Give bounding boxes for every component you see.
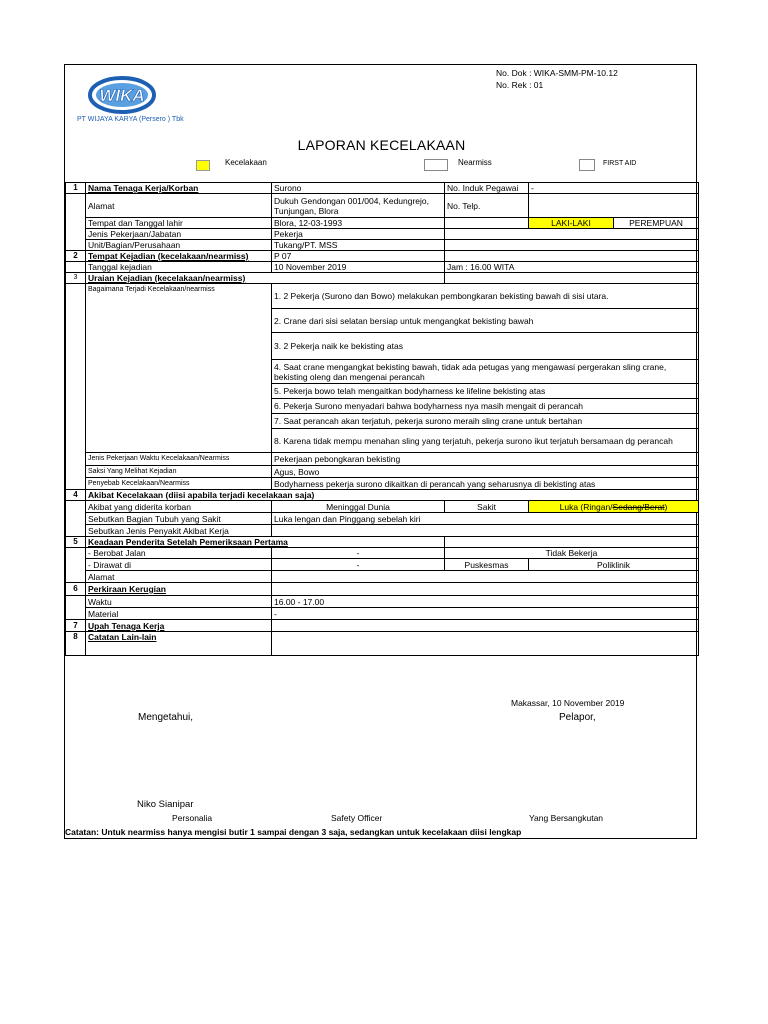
place-label: Tempat Kejadian (kecelakaan/nearmiss)	[86, 251, 272, 262]
job-value: Pekerja	[272, 229, 445, 240]
time-value: Jam : 16.00 WITA	[445, 262, 699, 273]
step-8: 8. Karena tidak mempu menahan sling yang terjatuh, pekerja surono ikut terjatuh bersamaan dg perancah	[272, 429, 699, 453]
wage-label: Upah Tenaga Kerja	[86, 620, 272, 632]
unit-label: Unit/Bagian/Perusahaan	[86, 240, 272, 251]
revision-number: No. Rek : 01	[496, 80, 544, 90]
section-number: 4	[66, 490, 86, 501]
birth-label: Tempat dan Tanggal lahir	[86, 218, 272, 229]
worker-name-value: Surono	[272, 183, 445, 194]
role-personalia: Personalia	[172, 813, 213, 823]
injury-suffix: )	[664, 501, 668, 512]
birth-value: Blora, 12-03-1993	[272, 218, 445, 229]
address-value: Dukuh Gendongan 001/004, Kedungrejo, Tunjungan, Blora	[272, 194, 445, 218]
step-4: 4. Saat crane mengangkat bekisting bawah, tidak ada petugas yang mengawasi pergerakan sling crane, bekisting oleng dan mengenai perancah	[272, 360, 699, 384]
worker-name-label: Nama Tenaga Kerja/Korban	[86, 183, 272, 194]
result-label: Akibat yang diderita korban	[86, 501, 272, 513]
material-label: Material	[86, 608, 272, 620]
employee-id-label: No. Induk Pegawai	[445, 183, 529, 194]
section-number: 7	[66, 620, 86, 632]
signer-name: Niko Sianipar	[137, 799, 194, 810]
work-type-label: Jenis Pekerjaan Waktu Kecelakaan/Nearmiss	[86, 453, 272, 466]
consequence-label: Akibat Kecelakaan (diisi apabila terjadi kecelakaan saja)	[86, 490, 699, 501]
material-value: -	[272, 608, 699, 620]
dead-option[interactable]: Meninggal Dunia	[272, 501, 445, 513]
phone-label: No. Telp.	[445, 194, 529, 218]
outpatient-label: - Berobat Jalan	[86, 548, 272, 559]
step-2: 2. Crane dari sisi selatan bersiap untuk mengangkat bekisting bawah	[272, 309, 699, 333]
injury-prefix: Luka (Ringan/	[559, 501, 613, 512]
treated-value: -	[272, 559, 445, 571]
female-option[interactable]: PEREMPUAN	[614, 218, 699, 229]
accident-label: Kecelakaan	[225, 158, 267, 167]
address-label: Alamat	[86, 194, 272, 218]
job-label: Jenis Pekerjaan/Jabatan	[86, 229, 272, 240]
treated-label: - Dirawat di	[86, 559, 272, 571]
section-number: 8	[66, 632, 86, 656]
date-label: Tanggal kejadian	[86, 262, 272, 273]
sick-option[interactable]: Sakit	[445, 501, 529, 513]
witness-label: Saksi Yang Melihat Kejadian	[86, 466, 272, 478]
puskesmas-option[interactable]: Puskesmas	[445, 559, 529, 571]
injury-struck: Sedang/Berat	[612, 501, 665, 512]
cause-label: Penyebab Kecelakaan/Nearmiss	[86, 478, 272, 490]
male-option[interactable]: LAKI-LAKI	[529, 218, 614, 229]
nearmiss-label: Nearmiss	[458, 158, 492, 167]
employee-id-value: -	[529, 183, 699, 194]
how-label: Bagaimana Terjadi Kecelakaan/nearmiss	[86, 284, 272, 453]
first-aid-checkbox[interactable]	[579, 159, 595, 171]
report-title: LAPORAN KECELAKAAN	[297, 137, 466, 153]
step-7: 7. Saat perancah akan terjatuh, pekerja surono meraih sling crane untuk bertahan	[272, 414, 699, 429]
role-safety-officer: Safety Officer	[331, 813, 383, 823]
accident-report-form	[64, 64, 697, 839]
work-type-value: Pekerjaan pebongkaran bekisting	[272, 453, 699, 466]
report-table	[65, 182, 699, 656]
phone-value	[529, 194, 699, 218]
known-by-label: Mengetahui,	[138, 712, 194, 723]
section-number: 1	[66, 183, 86, 194]
description-label: Uraian Kejadian (kecelakaan/nearmiss)	[86, 273, 445, 284]
nearmiss-checkbox[interactable]	[424, 159, 448, 171]
role-victim: Yang Bersangkutan	[529, 813, 604, 823]
treatment-address-label: Alamat	[86, 571, 272, 583]
accident-checkbox[interactable]	[196, 160, 210, 171]
place-value: P 07	[272, 251, 445, 262]
body-part-value: Luka lengan dan Pinggang sebelah kiri	[272, 513, 699, 525]
reporter-label: Pelapor,	[559, 712, 596, 723]
outpatient-value: -	[272, 548, 445, 559]
section-number: 2	[66, 251, 86, 262]
svg-text:WIKA: WIKA	[99, 86, 145, 105]
notes-label: Catatan Lain-lain	[86, 632, 272, 656]
body-part-label: Sebutkan Bagian Tubuh yang Sakit	[86, 513, 272, 525]
section-number: 5	[66, 537, 86, 548]
cause-value: Bodyharness pekerja surono dikaitkan di perancah yang seharusnya di bekisting atas	[272, 478, 699, 490]
step-1: 1. 2 Pekerja (Surono dan Bowo) melakukan pembongkaran bekisting bawah di sisi utara.	[272, 284, 699, 309]
witness-value: Agus, Bowo	[272, 466, 699, 478]
company-name: PT WIJAYA KARYA (Persero ) Tbk	[77, 116, 184, 123]
wika-logo	[87, 75, 157, 119]
document-number: No. Dok : WIKA-SMM-PM-10.12	[496, 68, 618, 78]
step-6: 6. Pekerja Surono menyadari bahwa bodyharness nya masih mengait di perancah	[272, 399, 699, 414]
injury-option[interactable]	[529, 501, 699, 513]
step-3: 3. 2 Pekerja naik ke bekisting atas	[272, 333, 699, 360]
not-working-option[interactable]: Tidak Bekerja	[445, 548, 699, 559]
footer-note: Catatan: Untuk nearmiss hanya mengisi butir 1 sampai dengan 3 saja, sedangkan untuk kecelakaan diisi lengkap	[65, 827, 522, 837]
disease-label: Sebutkan Jenis Penyakit Akibat Kerja	[86, 525, 272, 537]
step-5: 5. Pekerja bowo telah mengaitkan bodyharness ke lifeline bekisting atas	[272, 384, 699, 399]
document-info	[496, 67, 618, 91]
condition-label: Keadaan Penderita Setelah Pemeriksaan Pertama	[86, 537, 445, 548]
date-value: 10 November 2019	[272, 262, 445, 273]
loss-time-label: Waktu	[86, 596, 272, 608]
clinic-option[interactable]: Poliklinik	[529, 559, 699, 571]
unit-value: Tukang/PT. MSS	[272, 240, 445, 251]
place-date: Makassar, 10 November 2019	[511, 698, 625, 708]
loss-time-value: 16.00 - 17.00	[272, 596, 699, 608]
section-number: 6	[66, 583, 86, 596]
section-number: 3	[66, 273, 86, 284]
first-aid-label: FIRST AID	[603, 160, 637, 167]
loss-label: Perkiraan Kerugian	[86, 583, 272, 596]
